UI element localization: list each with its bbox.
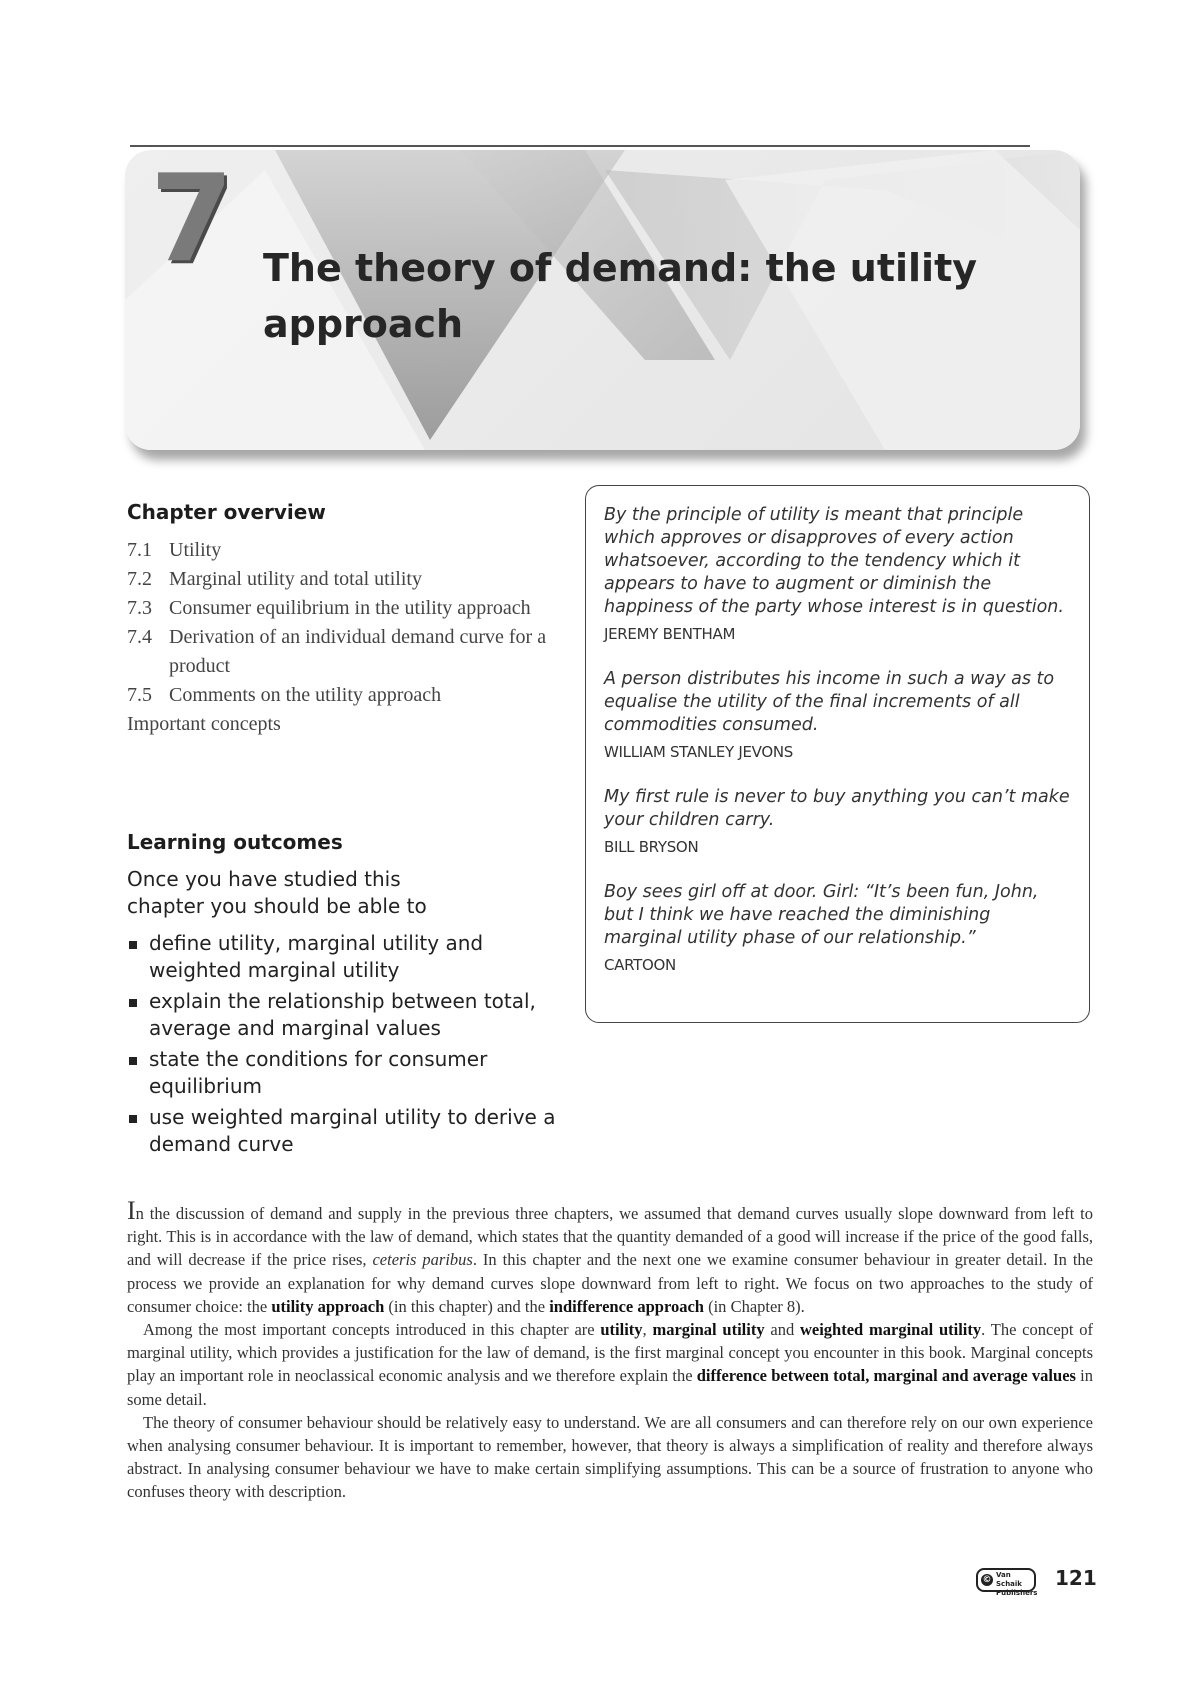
toc-item[interactable] xyxy=(127,536,577,565)
chapter-overview-heading: Chapter overview xyxy=(127,500,326,524)
toc-number: 7.4 xyxy=(127,626,152,648)
quote-text: My first rule is never to buy anything you can’t make your children carry. xyxy=(604,787,1070,830)
page-number: 121 xyxy=(1055,1566,1097,1590)
quote-box xyxy=(585,485,1090,1023)
toc-item[interactable] xyxy=(127,623,577,681)
quote-text: By the principle of utility is meant that principle which approves or disapproves of every action whatsoever, according to the tendency which it appears to have to augment or diminish the happiness of the party whose interest is in question. xyxy=(604,505,1064,617)
toc-label: Consumer equilibrium in the utility approach xyxy=(169,597,531,619)
key-term: indifference approach xyxy=(549,1296,704,1316)
outcome-text: explain the relationship between total, average and marginal values xyxy=(149,989,536,1040)
quote-author: BILL BRYSON xyxy=(604,838,699,856)
quote-author: WILLIAM STANLEY JEVONS xyxy=(604,743,793,761)
toc-label: Comments on the utility approach xyxy=(169,684,442,706)
toc-number: 7.1 xyxy=(127,539,152,561)
outcome-item xyxy=(127,1046,577,1100)
copyright-mark-icon: © xyxy=(982,1575,992,1585)
outcome-text: state the conditions for consumer equilibrium xyxy=(149,1047,488,1098)
body-paragraph-1: In the discussion of demand and supply in the previous three chapters, we assumed that demand curves usually slope downward from left to right. This is in accordance with the law of demand, which states that the quantity demanded of a good will increase if the price of the good falls, and will decrease if the price rises, ceteris paribus. In this chapter and the next one we examine consumer behaviour in greater detail. In the process we provide an explanation for why demand curves slope downward from left to right. We focus on two approaches to the study of consumer choice: the utility approach (in this chapter) and the indifference approach (in Chapter 8). xyxy=(127,1196,1093,1316)
learning-outcomes-intro: Once you have studied this chapter you should be able to xyxy=(127,867,427,918)
latin-term: ceteris paribus xyxy=(372,1250,473,1270)
body-text xyxy=(127,1198,1093,1504)
square-bullet-icon xyxy=(127,930,149,984)
quote-text: A person distributes his income in such a way as to equalise the utility of the final increments of all commodities consumed. xyxy=(604,669,1055,735)
chapter-title: The theory of demand: the utility approach xyxy=(263,246,978,346)
chapter-overview xyxy=(127,500,577,739)
outcome-text: define utility, marginal utility and weighted marginal utility xyxy=(149,931,484,982)
learning-outcomes-heading: Learning outcomes xyxy=(127,830,343,854)
key-term: difference between total, marginal and average values xyxy=(696,1366,1076,1386)
outcome-item xyxy=(127,1104,577,1158)
body-paragraph-2: Among the most important concepts introduced in this chapter are utility, marginal utility and weighted marginal utility. The concept of marginal utility, which provides a justification for the law of demand, is the first marginal concept you encounter in this book. Marginal concepts play an important role in neoclassical economic analysis and we therefore explain the difference between total, marginal and average values in some detail. xyxy=(127,1320,1093,1409)
outcome-item xyxy=(127,930,577,984)
quote-text: Boy sees girl off at door. Girl: “It’s been fun, John, but I think we have reached the diminishing marginal utility phase of our relationship.” xyxy=(604,882,1039,948)
body-paragraph-3: The theory of consumer behaviour should be relatively easy to understand. We are all consumers and can therefore rely on our own experience when analysing consumer behaviour. It is important to remember, however, that theory is always a simplification of reality and therefore always abstract. In analysing consumer behaviour we have to make certain simplifying assumptions. This can be a source of frustration to anyone who confuses theory with description. xyxy=(127,1412,1093,1502)
toc-item[interactable] xyxy=(127,681,577,710)
outcome-item xyxy=(127,988,577,1042)
toc-number: 7.5 xyxy=(127,684,152,706)
outcome-text: use weighted marginal utility to derive a demand curve xyxy=(149,1105,556,1156)
toc-important-concepts[interactable]: Important concepts xyxy=(127,713,281,735)
key-term: utility approach xyxy=(271,1296,385,1316)
toc-label: Utility xyxy=(169,539,222,561)
chapter-number: 7 xyxy=(150,150,234,289)
toc-number: 7.3 xyxy=(127,597,152,619)
publisher-logo: © Van Schaik Publishers xyxy=(976,1568,1036,1592)
learning-outcomes xyxy=(127,830,577,1162)
toc-item[interactable] xyxy=(127,565,577,594)
top-rule xyxy=(130,145,1030,147)
quote-author: JEREMY BENTHAM xyxy=(604,625,736,643)
toc-item[interactable] xyxy=(127,594,577,623)
toc-label: Marginal utility and total utility xyxy=(169,568,422,590)
chapter-cross-reference-link[interactable]: Chapter 8 xyxy=(730,1296,796,1316)
square-bullet-icon xyxy=(127,1104,149,1158)
toc-label: Derivation of an individual demand curve for a product xyxy=(169,626,547,677)
toc-number: 7.2 xyxy=(127,568,152,590)
key-term: utility xyxy=(600,1320,643,1340)
quote-author: CARTOON xyxy=(604,956,676,974)
key-term: weighted marginal utility xyxy=(799,1320,982,1340)
square-bullet-icon xyxy=(127,988,149,1042)
square-bullet-icon xyxy=(127,1046,149,1100)
key-term: marginal utility xyxy=(652,1320,765,1340)
drop-cap: I xyxy=(127,1196,136,1225)
